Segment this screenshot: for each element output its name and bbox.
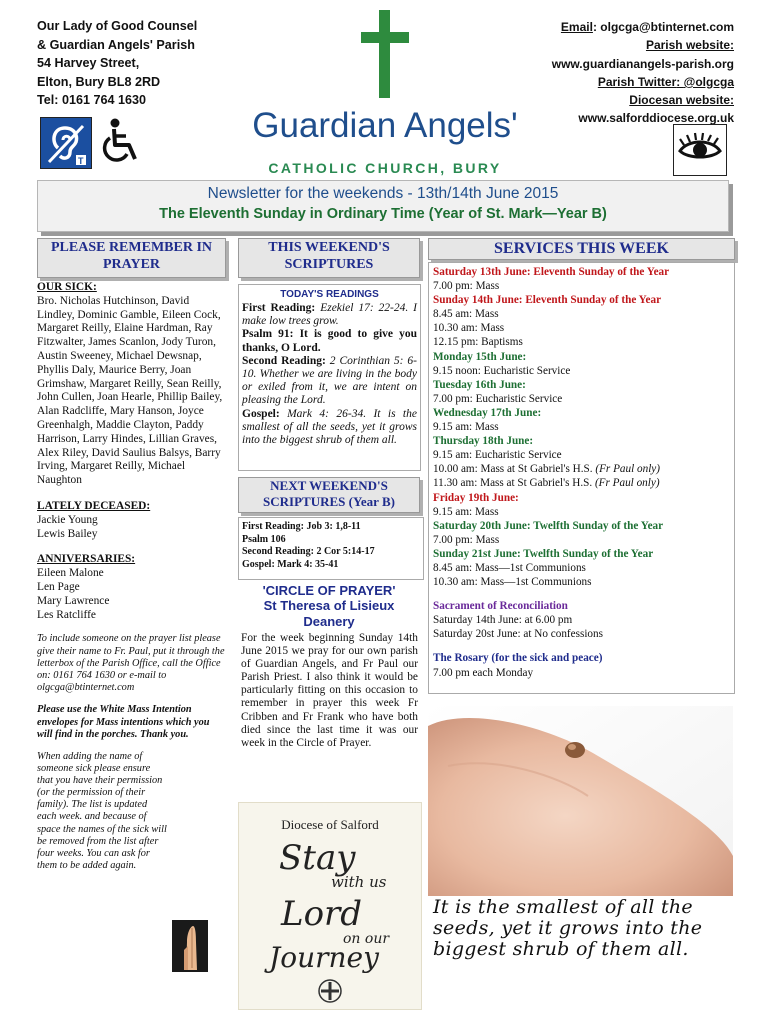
- service-line: [433, 420, 733, 434]
- anniversaries-label: ANNIVERSARIES:: [37, 553, 136, 566]
- service-line: [433, 378, 733, 392]
- service-line: [433, 599, 733, 613]
- white-mass-note: Please use the White Mass Intention envelopes for Mass intentions which you will find in the porches. Thank you.: [37, 704, 210, 740]
- services-spacer: [433, 641, 733, 651]
- hearing-loop-icon: [40, 117, 92, 169]
- wheelchair-icon: [97, 117, 149, 167]
- card-word: with us: [331, 873, 387, 891]
- deceased-item: Lewis Bailey: [37, 527, 98, 540]
- service-line: [433, 406, 733, 420]
- svg-text:T: T: [78, 156, 84, 166]
- anniversary-item: Les Ratcliffe: [37, 608, 96, 621]
- service-line: [433, 293, 733, 307]
- website-link[interactable]: www.guardianangels-parish.org: [551, 56, 734, 71]
- service-text: 7.00 pm each Monday: [433, 666, 534, 679]
- address-line: 54 Harvey Street,: [37, 56, 140, 70]
- service-line: [433, 505, 733, 519]
- diocesan-label: Diocesan website: [629, 93, 730, 108]
- gospel-text: Mark 4: 26-34. It is the smallest of all the seeds, yet it grows into the biggest shrub of them all.: [242, 407, 417, 447]
- church-name: Guardian Angels': [252, 106, 518, 145]
- next-scriptures-heading-text: NEXT WEEKEND'S SCRIPTURES (Year B): [263, 478, 395, 509]
- service-text: 7.00 pm: Mass: [433, 533, 500, 546]
- sick-label: OUR SICK:: [37, 281, 97, 293]
- circle-body: For the week beginning Sunday 14th June 2015 we pray for our own parish of Guardian Angels, and Fr Paul our Parish Priest. I also think it would be particularly fitting on this occasion to remember in prayer this week Fr Cribben and Fr Frank who have both died since the last time it was our week in the Circle of Prayer.: [241, 632, 418, 749]
- services-spacer: [433, 589, 733, 599]
- address-line: & Guardian Angels' Parish: [37, 37, 195, 52]
- services-heading-text: SERVICES THIS WEEK: [494, 240, 669, 257]
- diocesan-link[interactable]: www.salforddiocese.org.uk: [578, 111, 734, 126]
- church-subtitle: CATHOLIC CHURCH, BURY: [268, 160, 502, 176]
- second-reading-label: Second Reading:: [242, 354, 326, 367]
- quote-text: It is the smallest of all the seeds, yet it grows into the biggest shrub of them all.: [433, 896, 703, 960]
- services-list: [433, 265, 733, 680]
- banner-date: Newsletter for the weekends - 13th/14th June 2015: [207, 185, 559, 202]
- second-reading-text: 2 Corinthian 5: 6-10. Whether we are living in the body or exiled from it, we are intent on pleasing the Lord.: [242, 354, 418, 407]
- service-text: Tuesday 16th June:: [433, 378, 526, 391]
- service-text: 8.45 am: Mass: [433, 308, 499, 321]
- service-line: [433, 462, 733, 476]
- service-text: 9.15 noon: Eucharistic Service: [433, 364, 571, 377]
- sick-permission-note: When adding the name of someone sick please ensure that you have their permission (or the permission of their family). The list is updated each week. and because of space the names of the sick will be removed from the list after four weeks. You can ask for them to be added again.: [37, 750, 167, 871]
- service-note: (Fr Paul only): [594, 477, 660, 490]
- service-line: [433, 279, 733, 293]
- deceased-item: Jackie Young: [37, 513, 98, 526]
- service-line: [433, 335, 733, 349]
- service-line: [433, 364, 733, 378]
- service-note: (Fr Paul only): [595, 463, 660, 476]
- website-label: Parish website: [645, 38, 730, 53]
- remember-heading: [37, 238, 226, 278]
- anniversary-item: Mary Lawrence: [37, 594, 110, 607]
- psalm-text: Psalm 91: It is good to give you thanks, O Lord.: [242, 328, 417, 354]
- service-line: [433, 448, 733, 462]
- service-line: [433, 561, 733, 575]
- service-text: Wednesday 17th June:: [433, 406, 542, 419]
- service-line: [433, 651, 733, 665]
- next-reading-line: First Reading: Job 3: 1,8-11: [242, 521, 361, 532]
- address-line: Elton, Bury BL8 2RD: [37, 74, 161, 89]
- parish-address: [37, 17, 267, 110]
- service-text: 9.15 am: Mass: [433, 505, 499, 518]
- service-text: 11.30 am: Mass at St Gabriel's H.S.: [433, 477, 593, 490]
- service-line: [433, 613, 733, 627]
- twitter-label: Parish Twitter: [597, 74, 677, 89]
- service-line: [433, 392, 733, 406]
- prayer-list: [37, 281, 227, 872]
- eye-icon: [673, 124, 727, 176]
- twitter-line[interactable]: Parish Twitter: @olgcga: [597, 74, 734, 89]
- service-text: Sacrament of Reconciliation: [433, 600, 568, 613]
- card-word: on our: [343, 931, 390, 947]
- prayer-list-note: To include someone on the prayer list please give their name to Fr. Paul, put it through the letterbox of the Parish Office, call the Office on: 0161 764 1630 or e-mail to olgcga@btinternet.com: [37, 633, 225, 694]
- first-reading-text: Ezekiel 17: 22-24. I make low trees grow.: [242, 302, 418, 328]
- services-heading: [428, 238, 735, 260]
- next-scriptures-heading: [238, 477, 420, 513]
- service-text: Sunday 14th June: Eleventh Sunday of the Year: [433, 294, 662, 307]
- praying-hands-image: [172, 920, 208, 972]
- circle-deanery: St Theresa of Lisieux Deanery: [263, 598, 395, 629]
- service-text: 10.30 am: Mass: [433, 322, 505, 335]
- next-reading-line: Gospel: Mark 4: 35-41: [242, 558, 339, 570]
- mustard-seed-photo: [428, 706, 733, 896]
- service-line: [433, 519, 733, 533]
- cross-icon: [361, 10, 409, 98]
- service-text: 12.15 pm: Baptisms: [433, 336, 523, 349]
- service-text: 10.30 am: Mass—1st Communions: [433, 576, 592, 589]
- twitter-handle[interactable]: @olgcga: [683, 74, 734, 89]
- service-text: Friday 19th June:: [433, 491, 519, 504]
- service-line: [433, 491, 733, 505]
- website-label-line: Parish website:: [645, 38, 734, 53]
- circle-of-prayer: [238, 583, 420, 793]
- card-word: Lord: [281, 894, 363, 934]
- circle-title: 'CIRCLE OF PRAYER': [262, 583, 396, 598]
- service-text: Saturday 20th June: Twelfth Sunday of the Year: [433, 519, 664, 532]
- service-text: The Rosary (for the sick and peace): [433, 652, 603, 665]
- newsletter-banner: [37, 180, 729, 232]
- service-line: [433, 547, 733, 561]
- service-line: [433, 350, 733, 364]
- remember-heading-text: PLEASE REMEMBER IN PRAYER: [50, 240, 213, 272]
- card-diocese: Diocese of Salford: [281, 817, 379, 832]
- gospel-label: Gospel:: [242, 407, 280, 420]
- service-text: 9.15 am: Mass: [433, 421, 499, 434]
- banner-liturgical-title: The Eleventh Sunday in Ordinary Time (Year of St. Mark—Year B): [159, 206, 607, 222]
- todays-readings: [238, 284, 421, 471]
- service-line: [433, 321, 733, 335]
- readings-body: [239, 300, 420, 447]
- service-text: Thursday 18th June:: [433, 435, 534, 448]
- service-text: 8.45 am: Mass—1st Communions: [433, 561, 586, 574]
- service-line: [433, 533, 733, 547]
- service-text: Sunday 21st June: Twelfth Sunday of the Year: [433, 547, 654, 560]
- service-text: Saturday 14th June: at 6.00 pm: [433, 614, 573, 627]
- email-line[interactable]: Email: olgcga@btinternet.com: [560, 20, 734, 34]
- anniversary-item: Len Page: [37, 580, 80, 593]
- service-line: [433, 476, 733, 490]
- service-text: 7.00 pm: Eucharistic Service: [433, 392, 563, 405]
- service-text: 9.15 am: Eucharistic Service: [433, 449, 562, 462]
- scriptures-heading: [238, 238, 420, 278]
- service-text: 10.00 am: Mass at St Gabriel's H.S.: [433, 463, 593, 476]
- readings-title: TODAY'S READINGS: [280, 289, 379, 300]
- stay-with-us-card: [238, 802, 422, 1010]
- service-line: [433, 307, 733, 321]
- service-line: [433, 265, 733, 279]
- service-line: [433, 666, 733, 680]
- address-line: Tel: 0161 764 1630: [37, 93, 146, 107]
- next-readings: [238, 517, 424, 580]
- service-text: Monday 15th June:: [433, 350, 527, 363]
- sick-list: Bro. Nicholas Hutchinson, David Lindley, Dominic Gamble, Eileen Cock, Margaret Reilly, Elaine Hardman, Ray Fitzwalter, James Scanlon, Jody Turon, Austin Sweeney, Michael Dewsnap, Phyllis Daly, Maurice Berry, Joan Grimshaw, Margaret Reilly, Sean Reilly, John Cullen, Joan Hearle, Phillip Bailey, Alan Radcliffe, Mary Hanson, Joyce Greenhalgh, Maddie Clayton, Paddy Harrison, Larry Hindes, Lillian Graves, Alex Riley, David Saulius Balsys, Barry Irving, Margaret Reilly, Michael Naughton: [37, 294, 223, 487]
- next-reading-line: Psalm 106: [242, 533, 286, 545]
- diocesan-label-line: Diocesan website:: [629, 93, 734, 108]
- address-line: Our Lady of Good Counsel: [37, 19, 198, 33]
- anniversary-item: Eileen Malone: [37, 567, 104, 580]
- service-text: Saturday 13th June: Eleventh Sunday of the Year: [433, 266, 670, 278]
- scriptures-heading-text: THIS WEEKEND'S SCRIPTURES: [268, 240, 390, 272]
- next-reading-line: Second Reading: 2 Cor 5:14-17: [242, 546, 375, 557]
- diocese-cross-icon: [319, 980, 341, 1002]
- card-word: Journey: [269, 941, 379, 974]
- service-line: [433, 575, 733, 589]
- email-label: Email: [560, 20, 593, 34]
- service-text: Saturday 20st June: at No confessions: [433, 628, 603, 641]
- service-line: [433, 434, 733, 448]
- first-reading-label: First Reading:: [242, 302, 316, 314]
- service-line: [433, 627, 733, 641]
- service-text: 7.00 pm: Mass: [433, 280, 500, 293]
- email-address[interactable]: olgcga@btinternet.com: [600, 20, 734, 34]
- deceased-label: LATELY DECEASED:: [37, 499, 151, 512]
- card-word: Stay: [279, 838, 356, 878]
